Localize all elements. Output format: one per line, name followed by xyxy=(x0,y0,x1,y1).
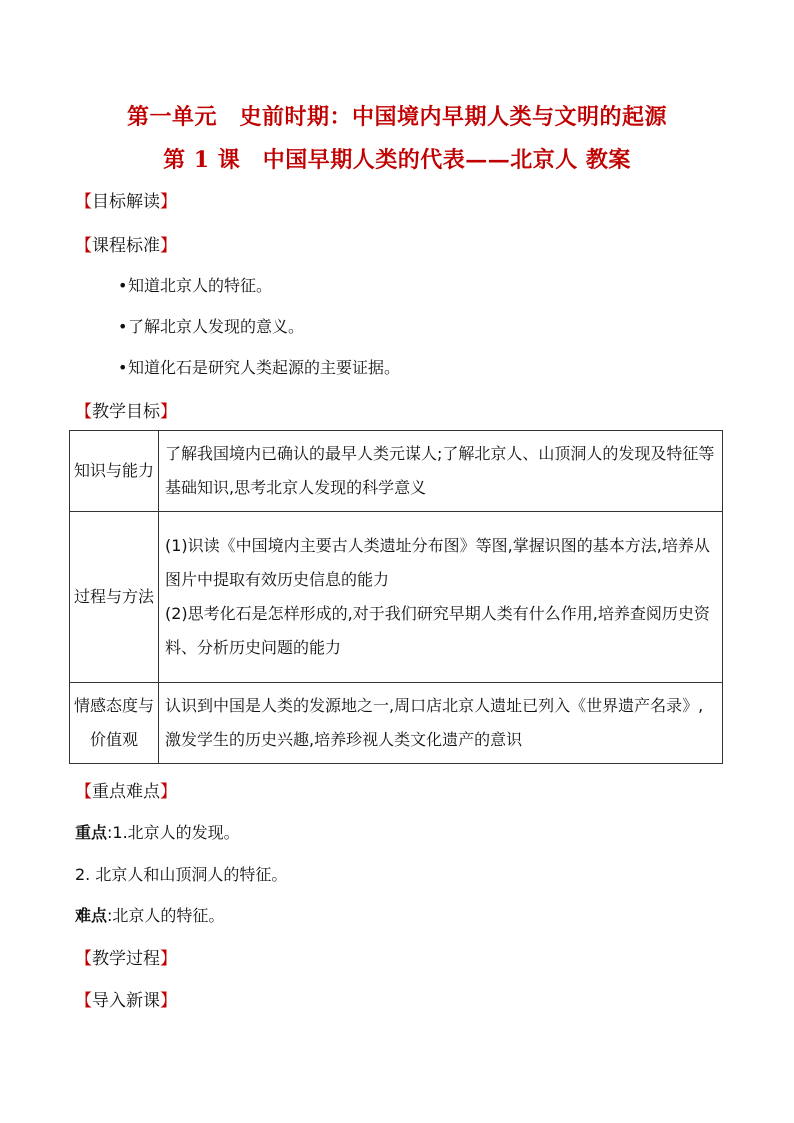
table-body-cell: 认识到中国是人类的发源地之一,周口店北京人遗址已列入《世界遗产名录》,激发学生的历史兴趣,培养珍视人类文化遗产的意识 xyxy=(159,683,723,764)
difficult-point: 难点:北京人的特征。 xyxy=(75,906,225,925)
section-key-difficult: 【重点难点】 xyxy=(75,782,177,802)
table-row xyxy=(70,431,723,512)
section-goal-reading: 【目标解读】 xyxy=(75,192,177,212)
section-curriculum: 【课程标准】 xyxy=(75,236,177,256)
list-item: •知道北京人的特征。 xyxy=(118,276,273,295)
section-teaching-process: 【教学过程】 xyxy=(75,949,177,969)
goals-table xyxy=(69,430,723,764)
section-teaching-goals: 【教学目标】 xyxy=(75,402,177,422)
table-head-cell: 知识与能力 xyxy=(70,431,159,512)
unit-title: 第一单元 史前时期：中国境内早期人类与文明的起源 xyxy=(126,104,667,130)
difficult-point-label: 难点 xyxy=(75,906,108,925)
list-item: •了解北京人发现的意义。 xyxy=(118,317,305,336)
table-head-cell: 情感态度与价值观 xyxy=(70,683,159,764)
section-intro: 【导入新课】 xyxy=(75,991,177,1011)
lesson-title: 第 1 课 中国早期人类的代表——北京人 教案 xyxy=(163,147,631,173)
table-head-cell: 过程与方法 xyxy=(70,512,159,683)
table-body-paragraph: (1)识读《中国境内主要古人类遗址分布图》等图,掌握识图的基本方法,培养从图片中提取有效历史信息的能力 xyxy=(165,536,710,589)
table-row xyxy=(70,683,723,764)
key-point-label: 重点 xyxy=(75,823,108,842)
key-point-2: 2. 北京人和山顶洞人的特征。 xyxy=(75,865,288,884)
table-row xyxy=(70,512,723,683)
table-body-cell xyxy=(159,512,723,683)
key-point: 重点:1.北京人的发现。 xyxy=(75,823,240,842)
list-item: •知道化石是研究人类起源的主要证据。 xyxy=(118,358,401,377)
table-body-cell: 了解我国境内已确认的最早人类元谋人;了解北京人、山顶洞人的发现及特征等基础知识,思考北京人发现的科学意义 xyxy=(159,431,723,512)
table-body-paragraph: (2)思考化石是怎样形成的,对于我们研究早期人类有什么作用,培养查阅历史资料、分析历史问题的能力 xyxy=(165,604,710,657)
